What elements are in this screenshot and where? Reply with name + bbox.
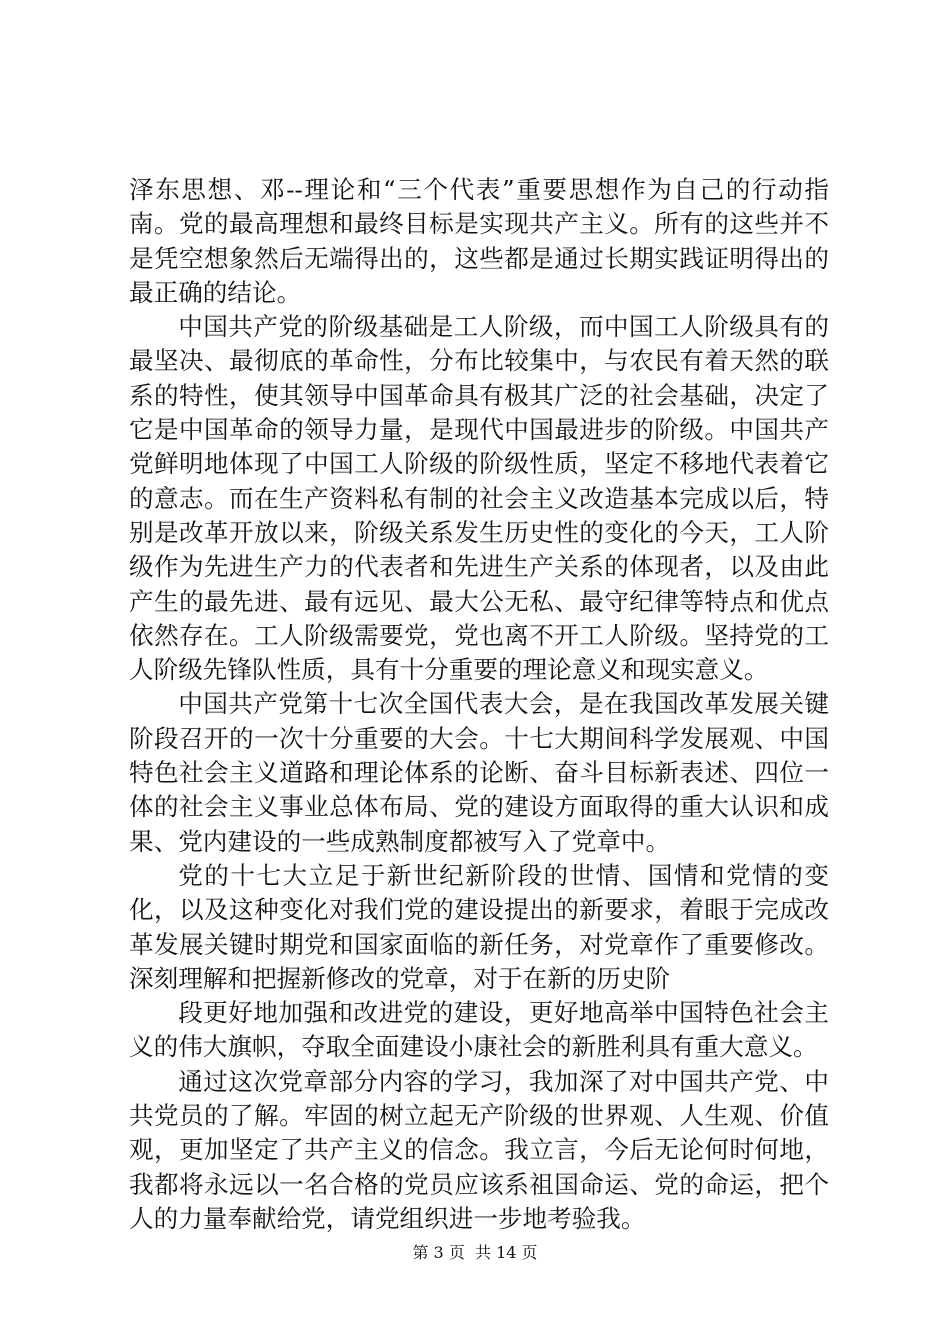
paragraph-4: 党的十七大立足于新世纪新阶段的世情、国情和党情的变化，以及这种变化对我们党的建设提出的新要求，着眼于完成改革发展关键时期党和国家面临的新任务，对党章作了重要修改。深刻理解和把握新修改的党章，对于在新的历史阶 xyxy=(129,860,829,993)
page-number-label: 第 3 页 共 14 页 xyxy=(412,1243,538,1262)
paragraph-6: 通过这次党章部分内容的学习，我加深了对中国共产党、中共党员的了解。牢固的树立起无产阶级的世界观、人生观、价值观，更加坚定了共产主义的信念。我立言，今后无论何时何地，我都将永远以一名合格的党员应该系祖国命运、党的命运，把个人的力量奉献给党，请党组织进一步地考验我。 xyxy=(129,1066,829,1233)
document-body xyxy=(129,173,829,1236)
page-footer xyxy=(0,1243,950,1263)
paragraph-5: 段更好地加强和改进党的建设，更好地高举中国特色社会主义的伟大旗帜，夺取全面建设小康社会的新胜利具有重大意义。 xyxy=(129,998,829,1062)
paragraph-3: 中国共产党第十七次全国代表大会，是在我国改革发展关键阶段召开的一次十分重要的大会。十七大期间科学发展观、中国特色社会主义道路和理论体系的论断、奋斗目标新表述、四位一体的社会主义事业总体布局、党的建设方面取得的重大认识和成果、党内建设的一些成熟制度都被写入了党章中。 xyxy=(129,689,829,856)
paragraph-1: 泽东思想、邓--理论和“三个代表”重要思想作为自己的行动指南。党的最高理想和最终目标是实现共产主义。所有的这些并不是凭空想象然后无端得出的，这些都是通过长期实践证明得出的最正确的结论。 xyxy=(129,175,829,307)
paragraph-2: 中国共产党的阶级基础是工人阶级，而中国工人阶级具有的最坚决、最彻底的革命性，分布比较集中，与农民有着天然的联系的特性，使其领导中国革命具有极其广泛的社会基础，决定了它是中国革命的领导力量，是现代中国最进步的阶级。中国共产党鲜明地体现了中国工人阶级的阶级性质，坚定不移地代表着它的意志。而在生产资料私有制的社会主义改造基本完成以后，特别是改革开放以来，阶级关系发生历史性的变化的今天，工人阶级作为先进生产力的代表者和先进生产关系的体现者，以及由此产生的最先进、最有远见、最大公无私、最守纪律等特点和优点依然存在。工人阶级需要党，党也离不开工人阶级。坚持党的工人阶级先锋队性质，具有十分重要的理论意义和现实意义。 xyxy=(129,312,829,685)
